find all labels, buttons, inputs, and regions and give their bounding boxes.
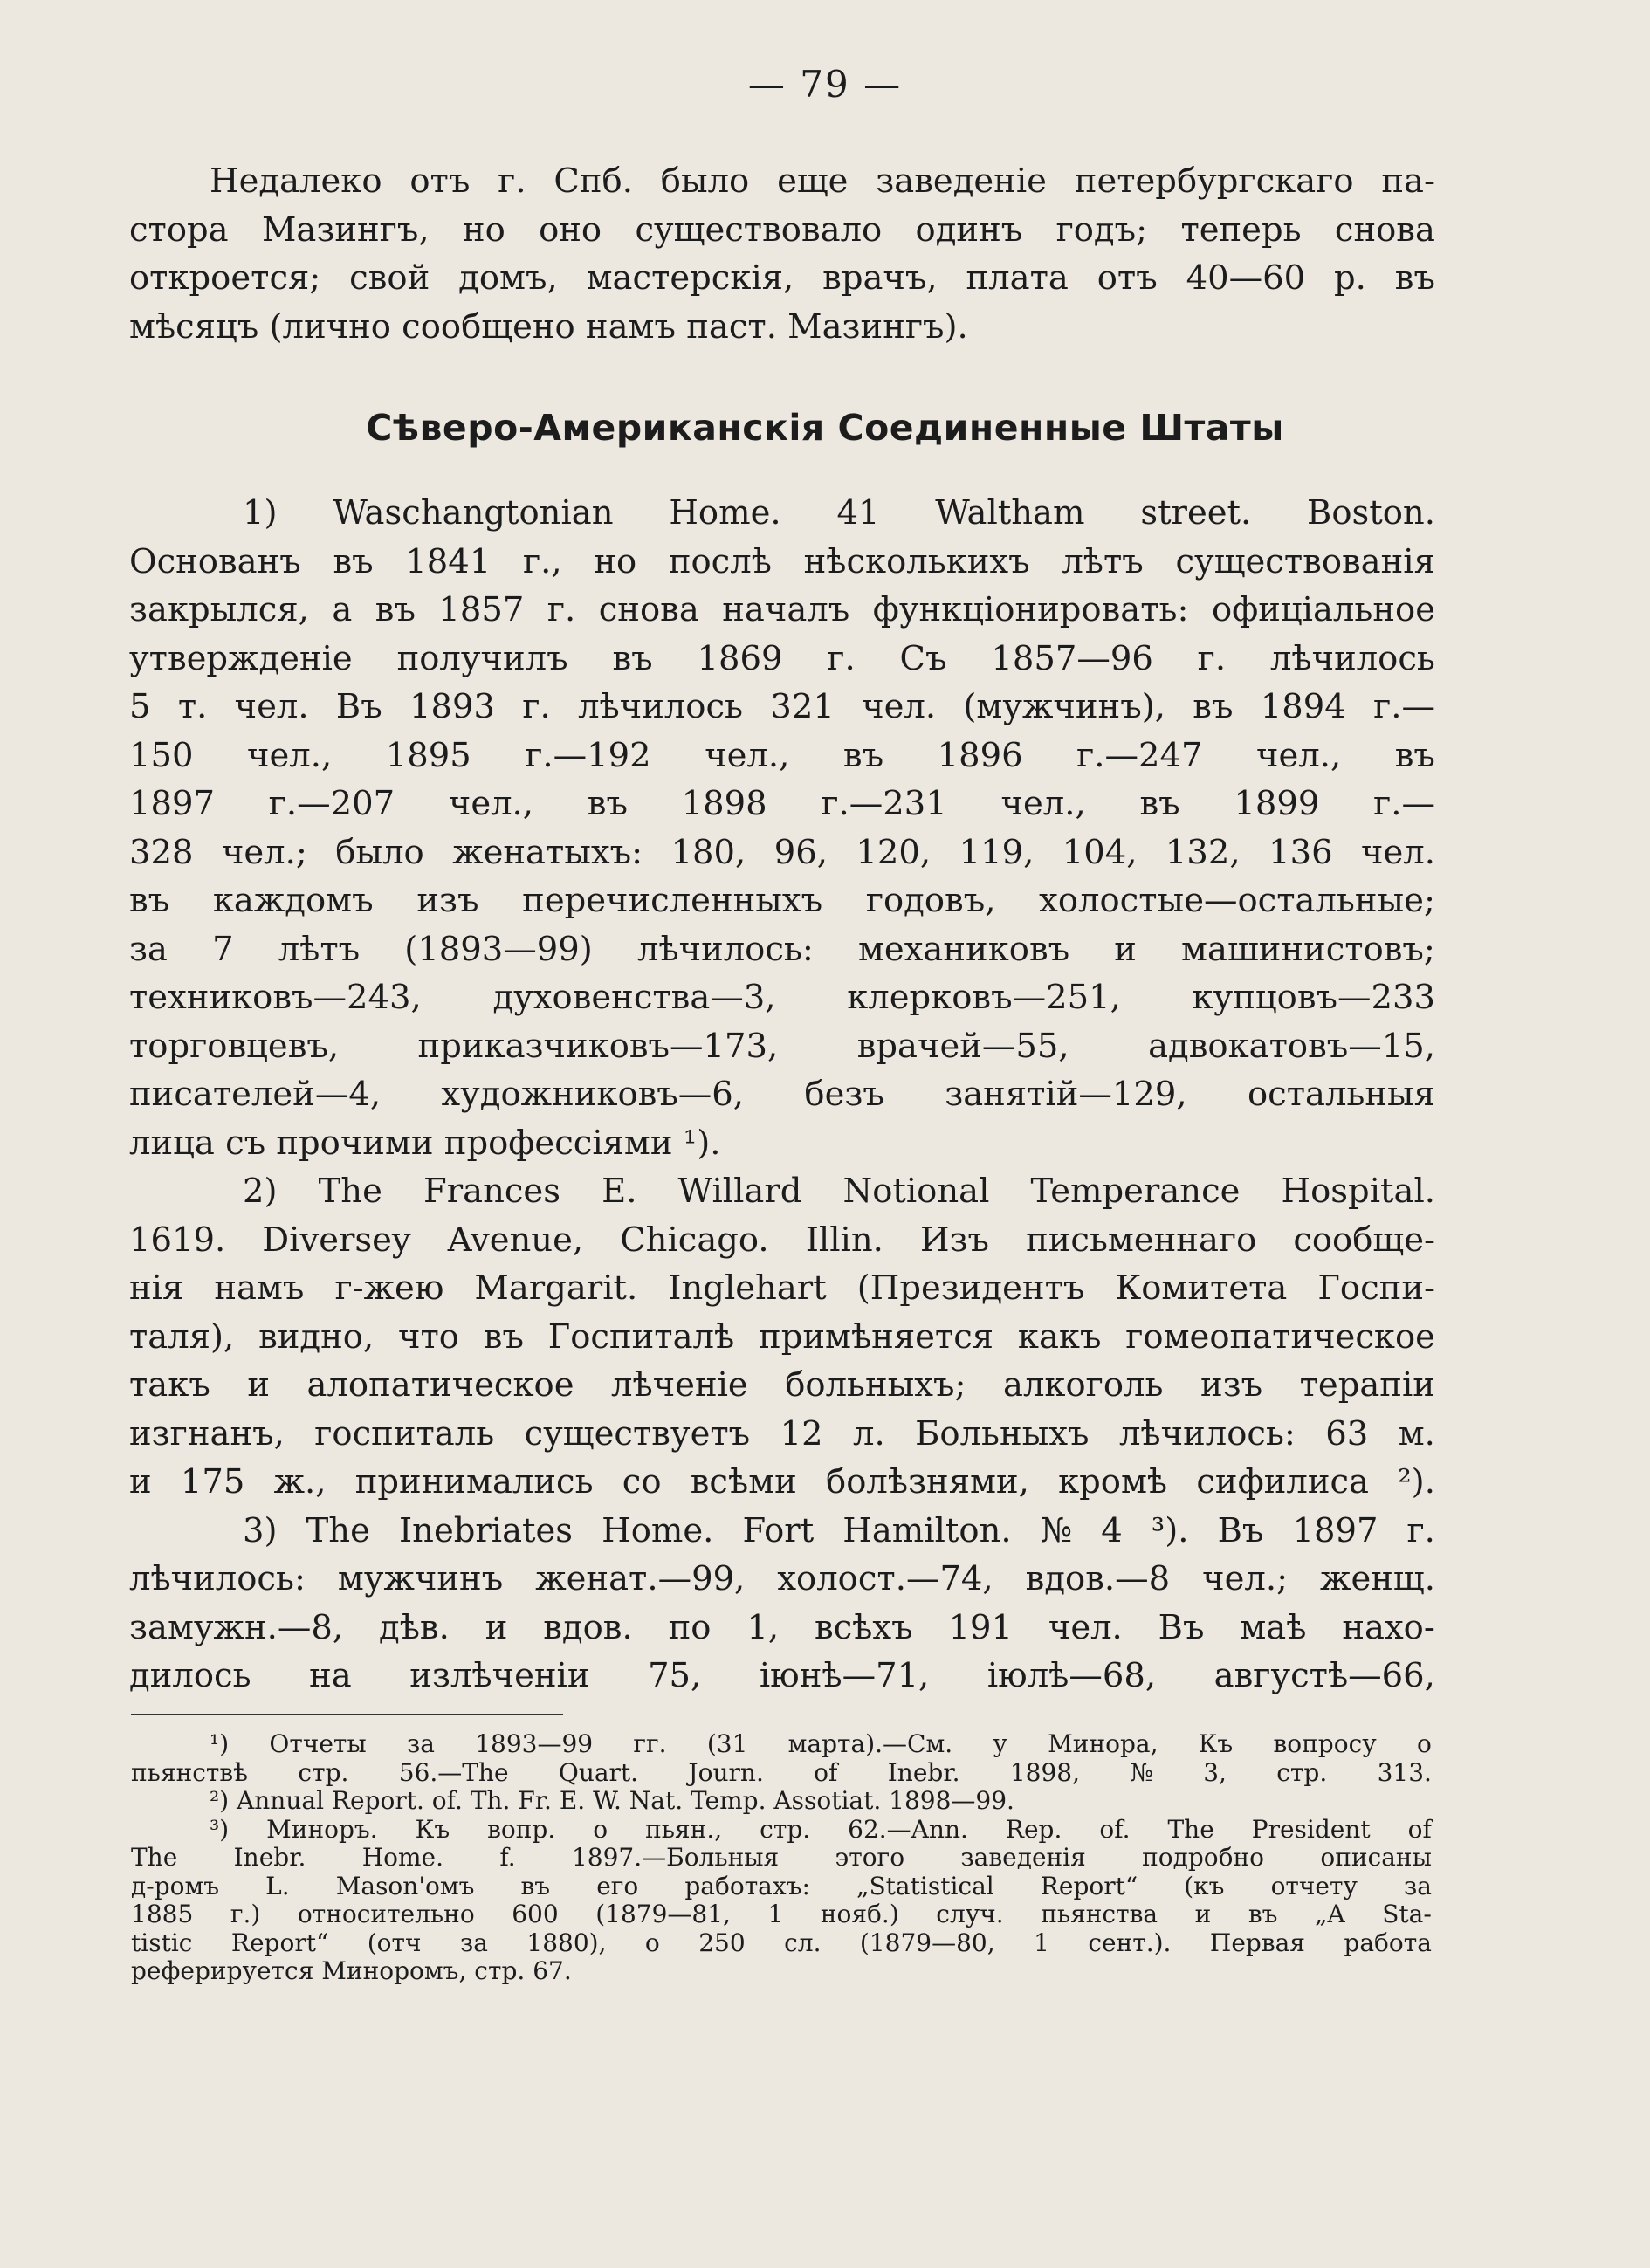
text-line: техниковъ—243, духовенства—3, клерковъ—251, купцовъ—233 — [129, 978, 1435, 1017]
page-number: — 79 — — [747, 63, 903, 106]
text-line: торговцевъ, приказчиковъ—173, врачей—55, адвокатовъ—15, — [129, 1026, 1435, 1066]
text-line: закрылся, а въ 1857 г. снова началъ функціонировать: офиціальное — [129, 590, 1435, 629]
text-line: Недалеко отъ г. Спб. было еще заведеніе петербургскаго па- — [210, 162, 1435, 201]
section-body — [129, 489, 1435, 1701]
footnote-line: д-ромъ L. Mason'омъ въ его работахъ: „Statistical Report“ (къ отчету за — [131, 1871, 1432, 1900]
footnote-divider — [131, 1714, 563, 1715]
text-line: стора Мазингъ, но оно существовало одинъ годъ; теперь снова — [129, 210, 1435, 250]
text-line: Основанъ въ 1841 г., но послѣ нѣсколькихъ лѣтъ существованія — [129, 541, 1435, 581]
footnote-line: ²) Annual Report. of. Th. Fr. E. W. Nat. Temp. Assotiat. 1898—99. — [210, 1786, 1014, 1815]
footnote-line: реферируется Миноромъ, стр. 67. — [131, 1956, 572, 1985]
text-line: 150 чел., 1895 г.—192 чел., въ 1896 г.—247 чел., въ — [129, 735, 1435, 775]
text-line: 1897 г.—207 чел., въ 1898 г.—231 чел., въ 1899 г.— — [129, 784, 1435, 823]
text-line: изгнанъ, госпиталь существуетъ 12 л. Больныхъ лѣчилось: 63 м. — [129, 1413, 1435, 1454]
text-line: и 175 ж., принимались со всѣми болѣзнями, кромѣ сифилиса ²). — [129, 1462, 1435, 1502]
text-line: 5 т. чел. Въ 1893 г. лѣчилось 321 чел. (мужчинъ), въ 1894 г.— — [129, 687, 1435, 726]
text-line: замужн.—8, дѣв. и вдов. по 1, всѣхъ 191 чел. Въ маѣ нахо- — [129, 1607, 1435, 1647]
footnote-line: 1885 г.) относительно 600 (1879—81, 1 нояб.) случ. пьянства и въ „A Sta- — [131, 1900, 1432, 1928]
text-line: такъ и алопатическое лѣченіе больныхъ; алкоголь изъ терапіи — [129, 1365, 1435, 1405]
text-line: мѣсяцъ (лично сообщено намъ паст. Мазингъ). — [129, 306, 968, 347]
footnote-line: The Inebr. Home. f. 1897.—Больныя этого заведенія подробно описаны — [131, 1843, 1432, 1872]
text-line: нія намъ г-жею Margarit. Inglehart (Президентъ Комитета Госпи- — [129, 1268, 1435, 1308]
footnote-line: ³) Миноръ. Къ вопр. о пьян., стр. 62.—Ann. Rep. of. The President of — [210, 1814, 1432, 1844]
footnotes — [131, 1730, 1432, 1986]
footnote-line: пьянствѣ стр. 56.—The Quart. Journ. of Inebr. 1898, № 3, стр. 313. — [131, 1757, 1432, 1787]
text-line: за 7 лѣтъ (1893—99) лѣчилось: механиковъ и машинистовъ; — [129, 929, 1435, 969]
text-line: 3) The Inebriates Home. Fort Hamilton. № 4 ³). Въ 1897 г. — [243, 1510, 1435, 1550]
text-line: 1619. Diversey Avenue, Chicago. Illin. Изъ письменнаго сообще- — [129, 1220, 1435, 1260]
text-line: лѣчилось: мужчинъ женат.—99, холост.—74, вдов.—8 чел.; женщ. — [129, 1559, 1435, 1598]
text-line: лица съ прочими профессіями ¹). — [129, 1123, 721, 1163]
footnote-line: tistic Report“ (отч за 1880), о 250 сл. (1879—80, 1 сент.). Первая работа — [131, 1928, 1432, 1957]
text-line: утвержденіе получилъ въ 1869 г. Съ 1857—96 г. лѣчилось — [129, 638, 1435, 678]
text-line: писателей—4, художниковъ—6, безъ занятій—129, остальныя — [129, 1075, 1435, 1114]
text-line: таля), видно, что въ Госпиталѣ примѣняется какъ гомеопатическое — [129, 1316, 1435, 1357]
text-line: 1) Waschangtonian Home. 41 Waltham street. Boston. — [243, 493, 1435, 533]
text-line: въ каждомъ изъ перечисленныхъ годовъ, холостые—остальные; — [129, 881, 1435, 920]
text-line: откроется; свой домъ, мастерскія, врачъ, плата отъ 40—60 р. въ — [129, 258, 1435, 298]
footnote-line: ¹) Отчеты за 1893—99 гг. (31 марта).—См. у Минора, Къ вопросу о — [210, 1729, 1432, 1758]
text-line: 328 чел.; было женатыхъ: 180, 96, 120, 119, 104, 132, 136 чел. — [129, 832, 1435, 872]
text-line: дилось на излѣченіи 75, іюнѣ—71, іюлѣ—68, августѣ—66, — [129, 1656, 1435, 1695]
section-heading: Сѣверо-Американскія Соединенные Штаты — [366, 407, 1284, 449]
intro-paragraph — [129, 157, 1435, 351]
text-line: 2) The Frances E. Willard Notional Temperance Hospital. — [243, 1172, 1435, 1211]
